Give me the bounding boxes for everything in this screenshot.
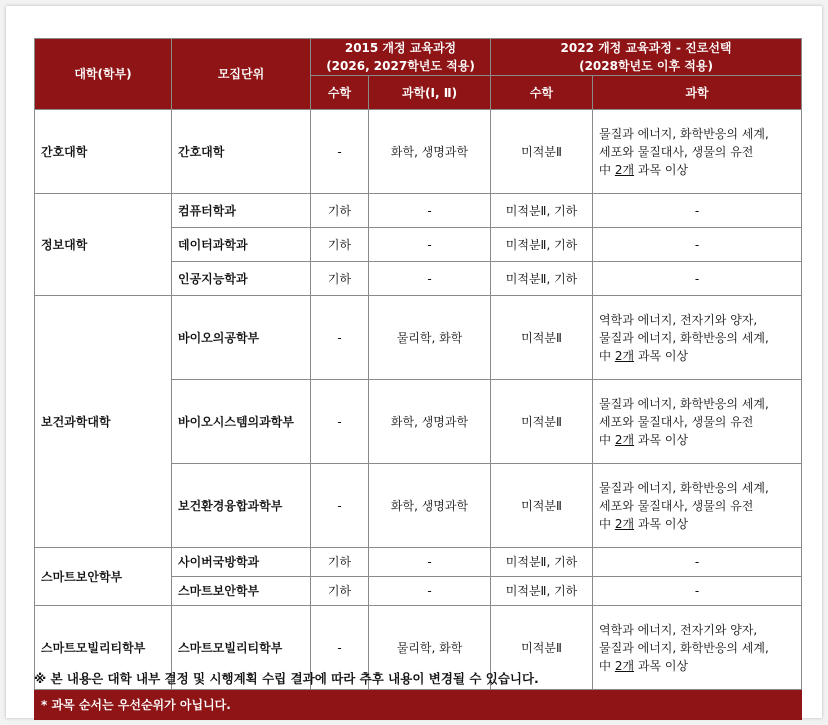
count-value: 2개 xyxy=(614,162,635,177)
science-2022-cell: - xyxy=(593,262,802,296)
science-count-line xyxy=(599,161,795,179)
math-2022-cell: 미적분Ⅱ, 기하 xyxy=(491,262,593,296)
science-2022-cell xyxy=(593,380,802,464)
science-2022-cell xyxy=(593,606,802,690)
science-2015-cell: 화학, 생명과학 xyxy=(369,110,491,194)
count-value: 2개 xyxy=(614,348,635,363)
science-count-line xyxy=(599,431,795,449)
count-prefix: 中 xyxy=(599,516,615,531)
science-2022-cell: - xyxy=(593,548,802,577)
univ-cell: 보건과학대학 xyxy=(35,296,172,548)
science-2015-cell: - xyxy=(369,228,491,262)
science-line: 물질과 에너지, 화학반응의 세계, xyxy=(599,396,769,411)
subject-requirements-table xyxy=(34,38,802,720)
count-suffix: 과목 이상 xyxy=(634,162,689,177)
dept-cell: 데이터과학과 xyxy=(172,228,311,262)
science-2015-cell: - xyxy=(369,262,491,296)
header-dept: 모집단위 xyxy=(172,39,311,110)
table-row xyxy=(35,194,802,228)
table-footer-note: * 과목 순서는 우선순위가 아닙니다. xyxy=(35,690,802,720)
science-line: 역학과 에너지, 전자기와 양자, xyxy=(599,622,758,637)
dept-cell: 바이오의공학부 xyxy=(172,296,311,380)
header-science-2015: 과학(Ⅰ, Ⅱ) xyxy=(369,76,491,110)
count-suffix: 과목 이상 xyxy=(634,516,689,531)
science-line: 세포와 물질대사, 생물의 유전 xyxy=(599,144,754,159)
math-2015-cell: - xyxy=(311,380,369,464)
dept-cell: 스마트모빌리티학부 xyxy=(172,606,311,690)
header-math-2022: 수학 xyxy=(491,76,593,110)
math-2022-cell: 미적분Ⅱ xyxy=(491,296,593,380)
curriculum-2022-period: (2028학년도 이후 적용) xyxy=(579,59,713,73)
curriculum-2022-title: 2022 개정 교육과정 - 진로선택 xyxy=(560,41,732,55)
science-line: 세포와 물질대사, 생물의 유전 xyxy=(599,498,754,513)
science-line: 역학과 에너지, 전자기와 양자, xyxy=(599,312,758,327)
science-2015-cell: 화학, 생명과학 xyxy=(369,464,491,548)
science-count-line xyxy=(599,515,795,533)
math-2022-cell: 미적분Ⅱ xyxy=(491,606,593,690)
count-suffix: 과목 이상 xyxy=(634,658,689,673)
math-2022-cell: 미적분Ⅱ, 기하 xyxy=(491,194,593,228)
science-2022-cell xyxy=(593,110,802,194)
science-2015-cell: 물리학, 화학 xyxy=(369,606,491,690)
dept-cell: 간호대학 xyxy=(172,110,311,194)
count-value: 2개 xyxy=(614,516,635,531)
count-prefix: 中 xyxy=(599,432,615,447)
math-2022-cell: 미적분Ⅱ, 기하 xyxy=(491,577,593,606)
science-2022-cell: - xyxy=(593,577,802,606)
math-2015-cell: 기하 xyxy=(311,262,369,296)
header-curriculum-2015 xyxy=(311,39,491,76)
univ-cell: 정보대학 xyxy=(35,194,172,296)
math-2015-cell: - xyxy=(311,110,369,194)
math-2022-cell: 미적분Ⅱ, 기하 xyxy=(491,548,593,577)
change-notice: ※ 본 내용은 대학 내부 결정 및 시행계획 수립 결과에 따라 추후 내용이 변경될 수 있습니다. xyxy=(34,671,539,686)
document-page xyxy=(6,6,822,718)
header-math-2015: 수학 xyxy=(311,76,369,110)
univ-cell: 스마트모빌리티학부 xyxy=(35,606,172,690)
math-2015-cell: - xyxy=(311,606,369,690)
science-2015-cell: 물리학, 화학 xyxy=(369,296,491,380)
header-univ: 대학(학부) xyxy=(35,39,172,110)
table-row xyxy=(35,110,802,194)
math-2015-cell: 기하 xyxy=(311,228,369,262)
science-2022-cell: - xyxy=(593,228,802,262)
table-row xyxy=(35,296,802,380)
table-row xyxy=(35,548,802,577)
science-2022-cell xyxy=(593,464,802,548)
curriculum-2015-title: 2015 개정 교육과정 xyxy=(344,41,457,55)
science-count-line xyxy=(599,347,795,365)
science-2022-cell xyxy=(593,296,802,380)
science-line: 물질과 에너지, 화학반응의 세계, xyxy=(599,330,769,345)
math-2022-cell: 미적분Ⅱ, 기하 xyxy=(491,228,593,262)
science-2015-cell: - xyxy=(369,548,491,577)
science-line: 세포와 물질대사, 생물의 유전 xyxy=(599,414,754,429)
dept-cell: 사이버국방학과 xyxy=(172,548,311,577)
dept-cell: 스마트보안학부 xyxy=(172,577,311,606)
dept-cell: 바이오시스템의과학부 xyxy=(172,380,311,464)
count-value: 2개 xyxy=(614,658,635,673)
count-suffix: 과목 이상 xyxy=(634,348,689,363)
curriculum-2015-period: (2026, 2027학년도 적용) xyxy=(326,59,475,73)
math-2015-cell: 기하 xyxy=(311,577,369,606)
count-prefix: 中 xyxy=(599,658,615,673)
science-2015-cell: - xyxy=(369,194,491,228)
count-suffix: 과목 이상 xyxy=(634,432,689,447)
science-2022-cell: - xyxy=(593,194,802,228)
header-curriculum-2022 xyxy=(491,39,802,76)
univ-cell: 간호대학 xyxy=(35,110,172,194)
header-row-1 xyxy=(35,39,802,76)
math-2015-cell: - xyxy=(311,296,369,380)
science-2015-cell: 화학, 생명과학 xyxy=(369,380,491,464)
science-line: 물질과 에너지, 화학반응의 세계, xyxy=(599,480,769,495)
table-footer-row xyxy=(35,690,802,720)
math-2015-cell: 기하 xyxy=(311,194,369,228)
dept-cell: 인공지능학과 xyxy=(172,262,311,296)
count-value: 2개 xyxy=(614,432,635,447)
count-prefix: 中 xyxy=(599,348,615,363)
univ-cell: 스마트보안학부 xyxy=(35,548,172,606)
math-2022-cell: 미적분Ⅱ xyxy=(491,464,593,548)
science-line: 물질과 에너지, 화학반응의 세계, xyxy=(599,640,769,655)
math-2022-cell: 미적분Ⅱ xyxy=(491,380,593,464)
count-prefix: 中 xyxy=(599,162,615,177)
math-2015-cell: - xyxy=(311,464,369,548)
dept-cell: 보건환경융합과학부 xyxy=(172,464,311,548)
header-science-2022: 과학 xyxy=(593,76,802,110)
science-count-line xyxy=(599,657,795,675)
math-2015-cell: 기하 xyxy=(311,548,369,577)
math-2022-cell: 미적분Ⅱ xyxy=(491,110,593,194)
science-line: 물질과 에너지, 화학반응의 세계, xyxy=(599,126,769,141)
dept-cell: 컴퓨터학과 xyxy=(172,194,311,228)
science-2015-cell: - xyxy=(369,577,491,606)
